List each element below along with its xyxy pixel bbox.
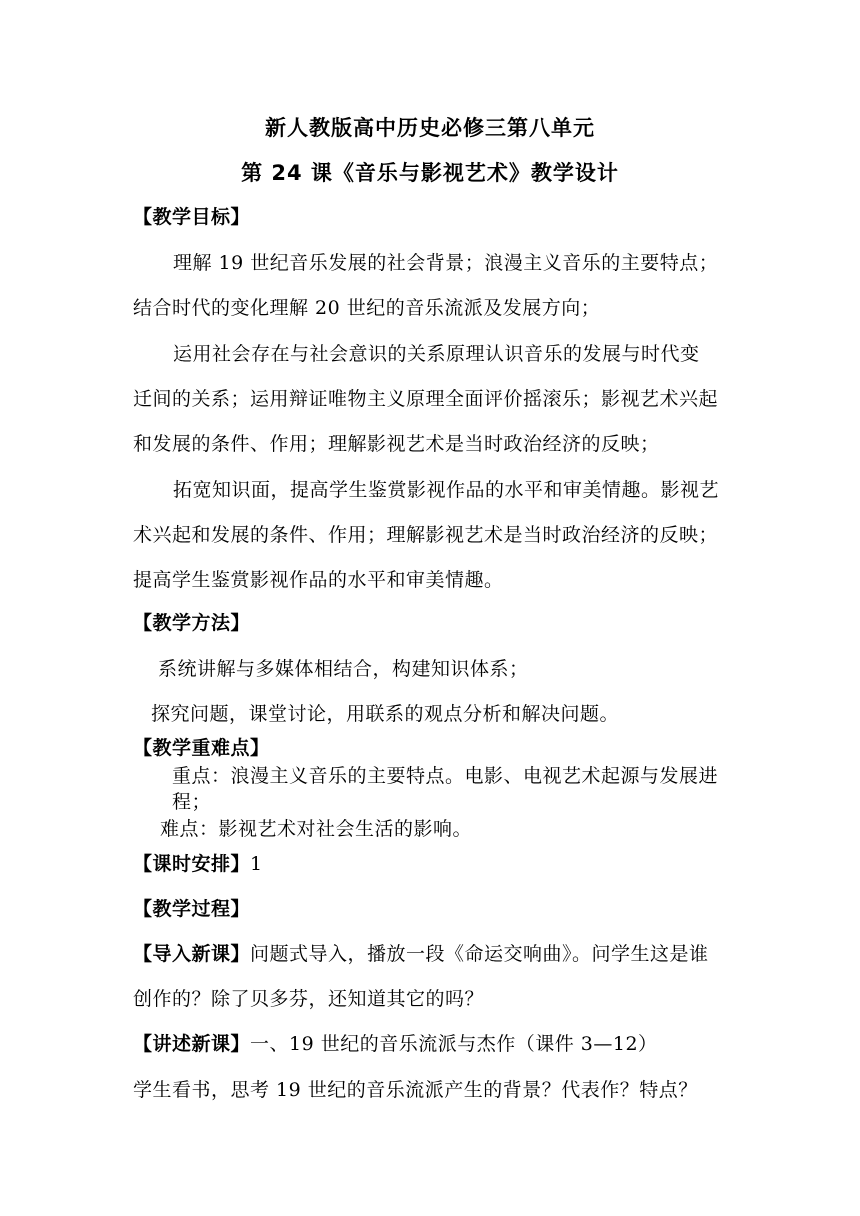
lecture-text-1: 一、19 世纪的音乐流派与杰作（课件 3—12） — [250, 1033, 658, 1055]
lecture-line-2: 学生看书，思考 19 世纪的音乐流派产生的背景？代表作？特点？ — [133, 1079, 698, 1101]
schedule-line — [133, 853, 263, 875]
intro-tag: 【导入新课】 — [133, 943, 251, 965]
objectives-paragraph-1-line-1: 理解 19 世纪音乐发展的社会背景；浪漫主义音乐的主要特点； — [173, 252, 719, 274]
objectives-paragraph-2-line-3: 和发展的条件、作用；理解影视艺术是当时政治经济的反映； — [133, 433, 660, 455]
objectives-paragraph-3-line-1: 拓宽知识面，提高学生鉴赏影视作品的水平和审美情趣。影视艺 — [173, 479, 720, 501]
objectives-heading: 【教学目标】 — [133, 206, 251, 228]
intro-line-2: 创作的？除了贝多芬，还知道其它的吗？ — [133, 988, 485, 1010]
schedule-value: 1 — [250, 853, 263, 875]
methods-heading: 【教学方法】 — [133, 612, 251, 634]
intro-text-1: 问题式导入，播放一段《命运交响曲》。问学生这是谁 — [250, 943, 709, 965]
objectives-paragraph-3-line-3: 提高学生鉴赏影视作品的水平和审美情趣。 — [133, 569, 504, 591]
schedule-heading: 【课时安排】 — [133, 853, 251, 875]
methods-line-1: 系统讲解与多媒体相结合，构建知识体系； — [158, 658, 529, 680]
key-points-line-2: 程； — [172, 791, 212, 813]
objectives-paragraph-2-line-2: 迁间的关系；运用辩证唯物主义原理全面评价摇滚乐；影视艺术兴起 — [133, 388, 719, 410]
lecture-line-1 — [133, 1033, 658, 1055]
document-title-line-1: 新人教版高中历史必修三第八单元 — [265, 116, 595, 140]
document-title-line-2: 第 24 课《音乐与影视艺术》教学设计 — [241, 161, 619, 185]
process-heading: 【教学过程】 — [133, 898, 251, 920]
intro-line-1 — [133, 943, 709, 965]
lecture-tag: 【讲述新课】 — [133, 1033, 251, 1055]
methods-line-2: 探究问题，课堂讨论，用联系的观点分析和解决问题。 — [151, 703, 620, 725]
key-points-heading: 【教学重难点】 — [133, 737, 270, 759]
key-points-line-1: 重点：浪漫主义音乐的主要特点。电影、电视艺术起源与发展进 — [172, 765, 719, 787]
objectives-paragraph-1-line-2: 结合时代的变化理解 20 世纪的音乐流派及发展方向； — [133, 297, 601, 319]
objectives-paragraph-2-line-1: 运用社会存在与社会意识的关系原理认识音乐的发展与时代变 — [173, 343, 700, 365]
objectives-paragraph-3-line-2: 术兴起和发展的条件、作用；理解影视艺术是当时政治经济的反映； — [133, 524, 719, 546]
key-points-line-3: 难点：影视艺术对社会生活的影响。 — [160, 818, 473, 840]
